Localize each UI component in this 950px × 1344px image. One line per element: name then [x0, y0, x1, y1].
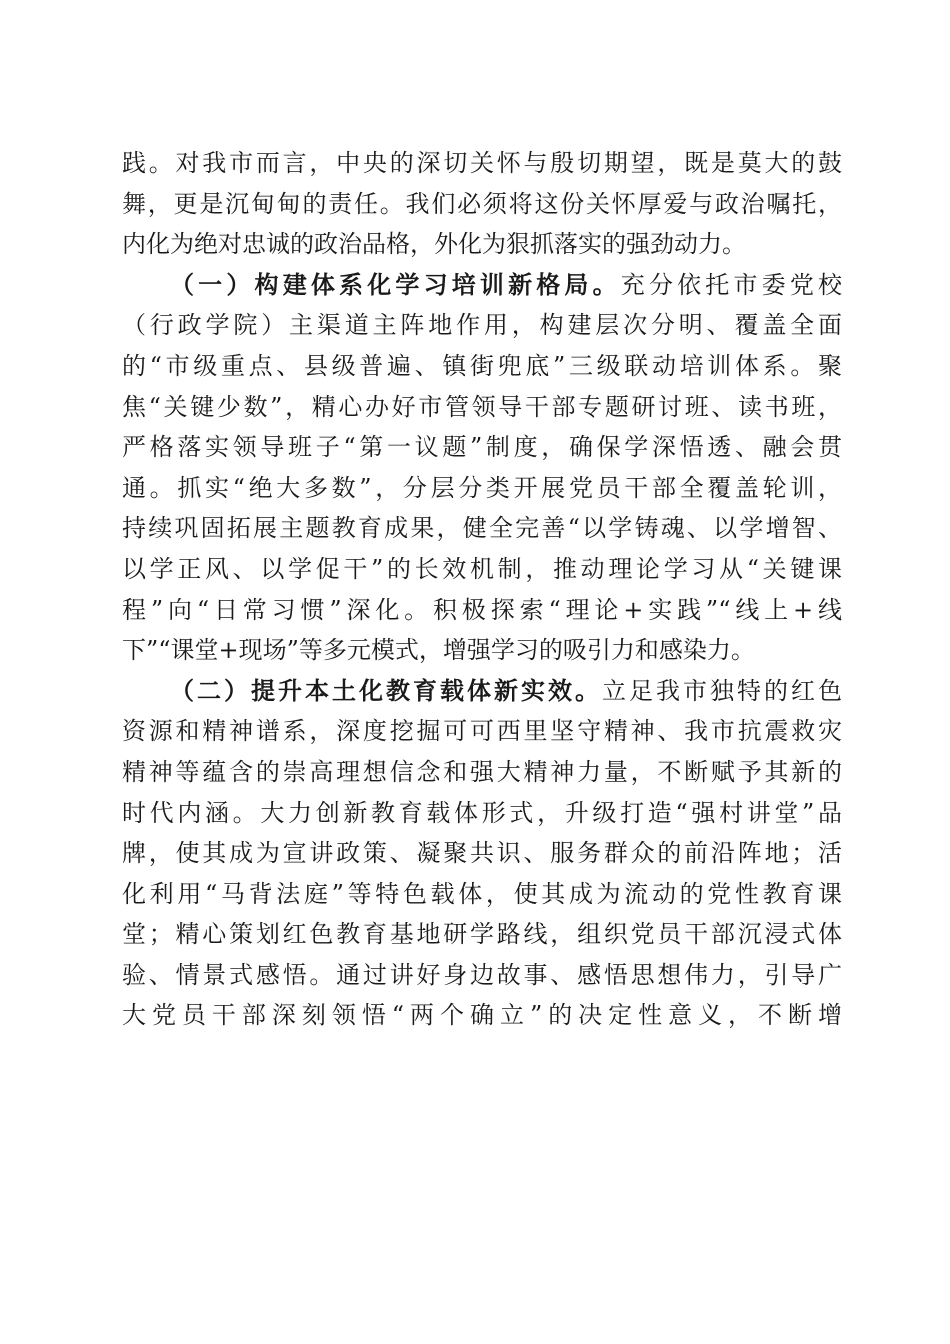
paragraph-continuation — [122, 143, 842, 265]
text-line-first — [122, 671, 842, 712]
section-heading-1: （一）构建体系化学习培训新格局。 — [170, 269, 621, 299]
text-line: 大党员干部深刻领悟“两个确立”的决定性意义，不断增 — [122, 1001, 842, 1030]
text-line: 下”“课堂+现场”等多元模式，增强学习的吸引力和感染力。 — [122, 636, 755, 665]
text-line: 时代内涵。大力创新教育载体形式，升级打造“强村讲堂”品 — [122, 798, 842, 827]
text-line: 资源和精神谱系，深度挖掘可可西里坚守精神、我市抗震救灾 — [122, 717, 842, 746]
paragraph-section-1 — [122, 265, 842, 671]
text-line: 以学正风、以学促干”的长效机制，推动理论学习从“关键课 — [122, 554, 842, 583]
text-line: 化利用“马背法庭”等特色载体，使其成为流动的党性教育课 — [122, 879, 842, 908]
text-line: 牌，使其成为宣讲政策、凝聚共识、服务群众的前沿阵地；活 — [122, 839, 842, 868]
heading-line-rest: 充分依托市委党校 — [620, 270, 842, 299]
document-body — [122, 143, 842, 1036]
text-line: 通。抓实“绝大多数”，分层分类开展党员干部全覆盖轮训， — [122, 473, 842, 502]
paragraph-section-2 — [122, 671, 842, 1036]
text-line: 堂；精心策划红色教育基地研学路线，组织党员干部沉浸式体 — [122, 920, 842, 949]
text-line: 焦“关键少数”，精心办好市管领导干部专题研讨班、读书班， — [122, 392, 842, 421]
text-line: 精神等蕴含的崇高理想信念和强大精神力量，不断赋予其新的 — [122, 757, 842, 786]
text-line-first — [122, 265, 842, 306]
text-line: 舞，更是沉甸甸的责任。我们必须将这份关怀厚爱与政治嘱托， — [122, 189, 842, 218]
text-line: 的“市级重点、县级普遍、镇街兜底”三级联动培训体系。聚 — [122, 351, 842, 380]
text-line: 严格落实领导班子“第一议题”制度，确保学深悟透、融会贯 — [122, 433, 842, 462]
text-line: 程”向“日常习惯”深化。积极探索“理论+实践”“线上+线 — [122, 595, 842, 624]
text-line: 践。对我市而言，中央的深切关怀与殷切期望，既是莫大的鼓 — [122, 149, 842, 177]
text-line: 验、情景式感悟。通过讲好身边故事、感悟思想伟力，引导广 — [122, 960, 842, 989]
text-line: （行政学院）主渠道主阵地作用，构建层次分明、覆盖全面 — [122, 311, 842, 340]
heading-line-rest: 立足我市独特的红色 — [602, 676, 842, 705]
text-line: 内化为绝对忠诚的政治品格，外化为狠抓落实的强劲动力。 — [122, 230, 746, 259]
text-line: 持续巩固拓展主题教育成果，健全完善“以学铸魂、以学增智、 — [122, 514, 842, 543]
section-heading-2: （二）提升本土化教育载体新实效。 — [170, 675, 602, 705]
